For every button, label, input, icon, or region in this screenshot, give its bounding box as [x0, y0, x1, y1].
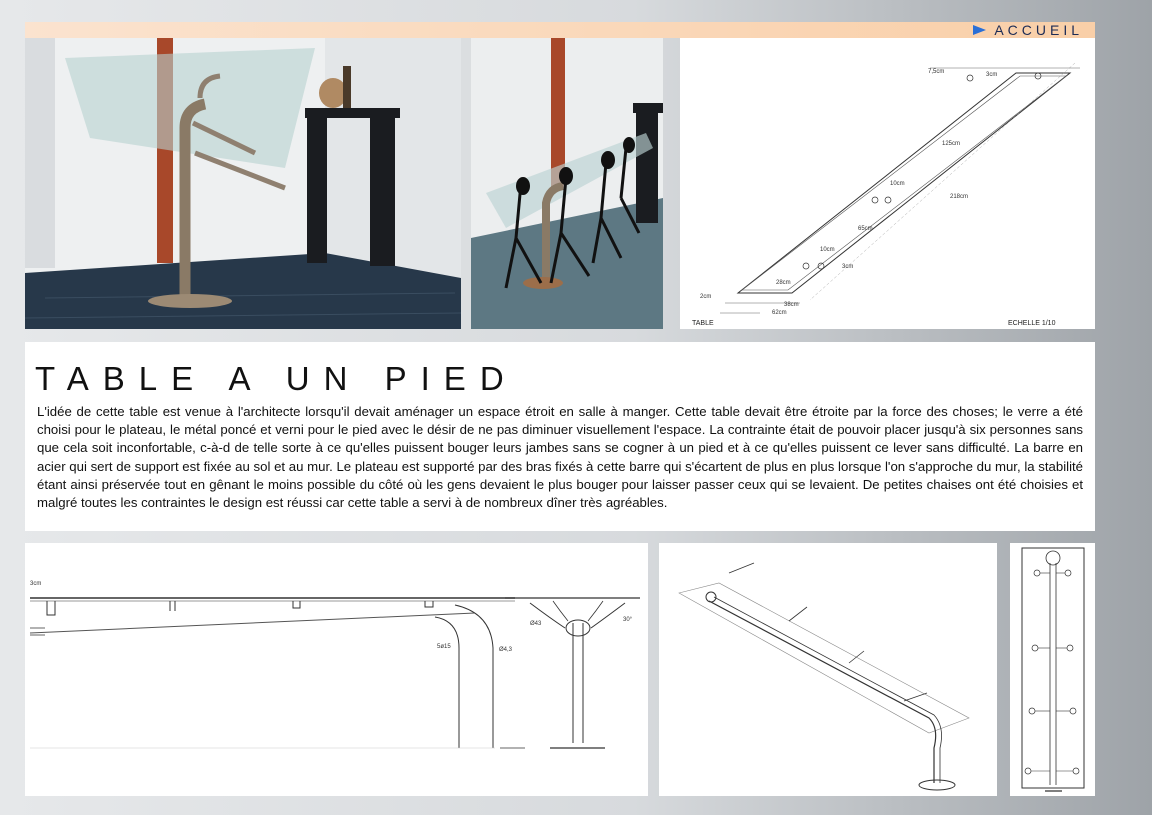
plan-drawing: [680, 38, 1095, 329]
elevation-drawing: [25, 543, 648, 796]
play-arrow-icon: [973, 25, 986, 35]
page-title: TABLE A UN PIED: [35, 360, 518, 397]
dim-label: 5ø15: [437, 644, 451, 650]
plan-caption-left: TABLE: [692, 320, 714, 327]
description-text: L'idée de cette table est venue à l'architecte lorsqu'il devait aménager un espace étroit en salle à manger. Cette table devait être étroite par la force des choses; le verre a été choisi pour le plateau, le métal poncé et verni pour le pied avec le désir de ne pas diminuer visuellement l'espace. La contrainte était de pouvoir placer jusqu'à six personnes sans que cela soit inconfortable, c-à-d de telle sorte à ce qu'elles puissent bouger leurs jambes sans se cogner à un pied et à ce qu'elles puissent ce lever sans difficulté. La barre en acier qui sert de support est fixée au sol et au mur. Le plateau est supporté par des bras fixés à cette barre qui s'écartent de plus en plus lorsque l'on s'approche du mur, la stabilité étant ainsi préservée tout en gênant le moins possible du côté où les gens devaient le plus bouger pour laisser passer ceux qui se levaient. De petites chaises ont été choisies et malgré toutes les contraintes le design est réussi car cette table a servi à de nombreux dîner très agréables.: [37, 404, 1083, 511]
plan-caption-scale: ECHELLE 1/10: [1008, 320, 1056, 327]
dim-label: Ø43: [530, 621, 542, 627]
dim-label: 38cm: [784, 302, 799, 308]
accueil-label: ACCUEIL: [994, 22, 1083, 38]
dim-label: 3cm: [986, 72, 998, 78]
dim-label: 62cm: [772, 310, 787, 316]
perspective-drawing: [659, 543, 997, 796]
photo-table-wall: [25, 38, 461, 329]
top-view-drawing: [1010, 543, 1095, 796]
dim-label: 10cm: [820, 247, 835, 253]
dim-label: 3cm: [30, 581, 42, 587]
dim-label: 2cm: [700, 294, 712, 300]
dim-label: 218cm: [950, 194, 969, 200]
dim-label: Ø4,3: [499, 647, 513, 653]
dim-label: 125cm: [942, 141, 961, 147]
dim-label: 28cm: [776, 280, 791, 286]
dim-label: 3cm: [842, 264, 854, 270]
description-panel: [25, 342, 1095, 531]
dim-label: 7,5cm: [928, 69, 945, 75]
top-bar: [25, 22, 1095, 38]
accueil-link[interactable]: [973, 22, 1083, 38]
dim-label: 10cm: [890, 181, 905, 187]
dim-label: 65cm: [858, 226, 873, 232]
dim-label: 30°: [623, 617, 633, 623]
photo-table-chairs: [471, 38, 663, 329]
